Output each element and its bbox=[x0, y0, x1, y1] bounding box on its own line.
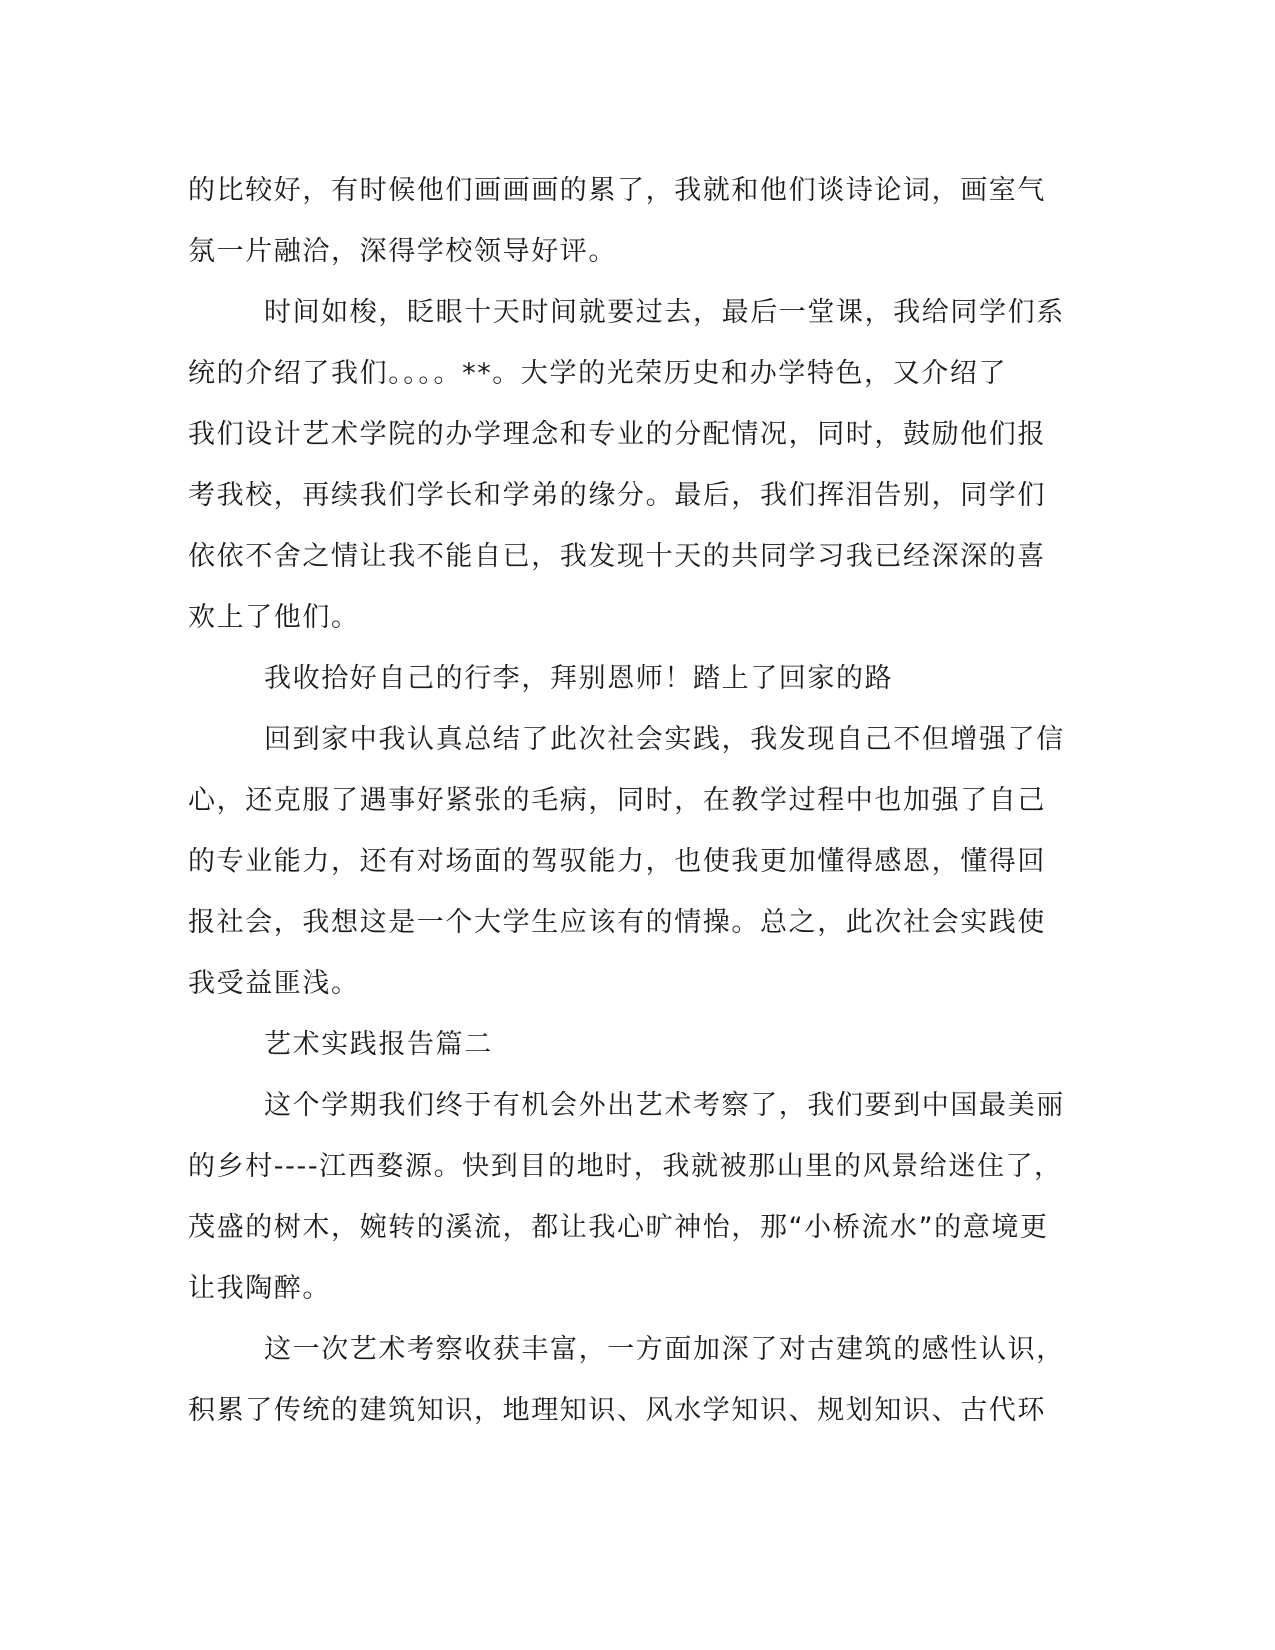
text-line: 积累了传统的建筑知识，地理知识、风水学知识、规划知识、古代环 bbox=[188, 1395, 1046, 1426]
text-line: 的专业能力，还有对场面的驾驭能力，也使我更加懂得感恩，懂得回 bbox=[188, 846, 1046, 877]
section-heading: 艺术实践报告篇二 bbox=[264, 1029, 493, 1060]
text-line: 茂盛的树木，婉转的溪流，都让我心旷神怡，那“小桥流水”的意境更 bbox=[188, 1212, 1049, 1243]
text-line: 我收拾好自己的行李，拜别恩师！踏上了回家的路 bbox=[264, 663, 894, 694]
text-line: 我受益匪浅。 bbox=[188, 968, 360, 999]
text-line: 依依不舍之情让我不能自已，我发现十天的共同学习我已经深深的喜 bbox=[188, 541, 1046, 572]
text-line: 这个学期我们终于有机会外出艺术考察了，我们要到中国最美丽 bbox=[264, 1090, 1065, 1121]
text-line: 时间如梭，眨眼十天时间就要过去，最后一堂课，我给同学们系 bbox=[264, 297, 1065, 328]
text-line: 考我校，再续我们学长和学弟的缘分。最后，我们挥泪告别，同学们 bbox=[188, 480, 1046, 511]
text-line: 心，还克服了遇事好紧张的毛病，同时，在教学过程中也加强了自己 bbox=[188, 785, 1046, 816]
text-line: 氛一片融洽，深得学校领导好评。 bbox=[188, 236, 617, 267]
text-line: 统的介绍了我们。。。。**。大学的光荣历史和办学特色，又介绍了 bbox=[188, 358, 1008, 389]
text-line: 回到家中我认真总结了此次社会实践，我发现自己不但增强了信 bbox=[264, 724, 1065, 755]
text-line: 报社会，我想这是一个大学生应该有的情操。总之，此次社会实践使 bbox=[188, 907, 1046, 938]
text-line: 的比较好，有时候他们画画画的累了，我就和他们谈诗论词，画室气 bbox=[188, 175, 1046, 206]
text-line: 让我陶醉。 bbox=[188, 1273, 331, 1304]
text-line: 这一次艺术考察收获丰富，一方面加深了对古建筑的感性认识， bbox=[264, 1334, 1065, 1365]
document-body bbox=[188, 160, 1068, 1441]
text-line: 的乡村----江西婺源。快到目的地时，我就被那山里的风景给迷住了， bbox=[188, 1151, 1063, 1182]
text-line: 我们设计艺术学院的办学理念和专业的分配情况，同时，鼓励他们报 bbox=[188, 419, 1046, 450]
text-line: 欢上了他们。 bbox=[188, 602, 360, 633]
